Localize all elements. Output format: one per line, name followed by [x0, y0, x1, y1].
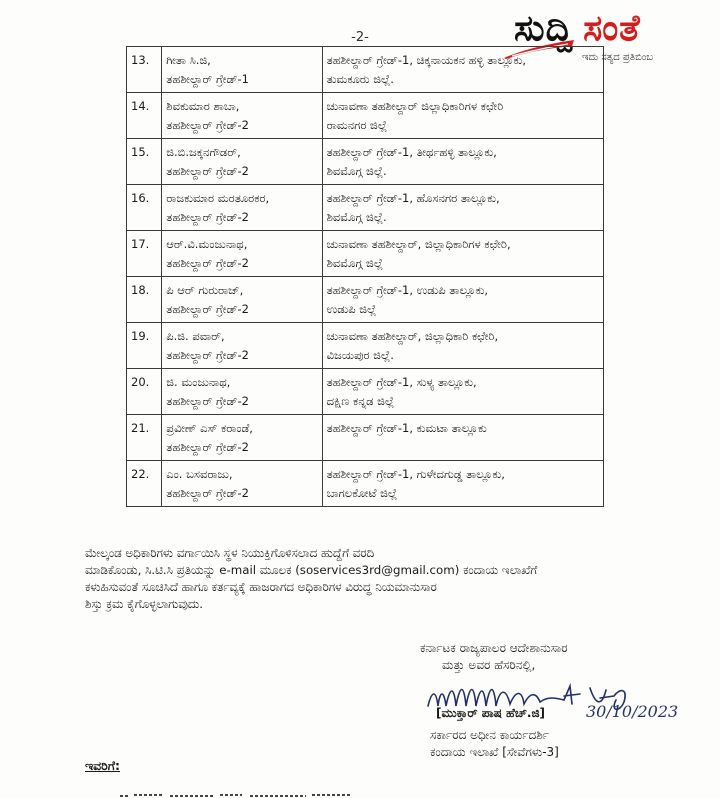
posting-line: ತಹಶೀಲ್ದಾರ್ ಗ್ರೇಡ್-1, ಗುಳೇದಗುಡ್ಡ ತಾಲ್ಲೂಕು,: [326, 467, 505, 481]
posting-line: ರಾಮನಗರ ಜಿಲ್ಲೆ: [326, 118, 388, 132]
officer-line: ತಹಶೀಲ್ದಾರ್ ಗ್ರೇಡ್-2: [166, 394, 249, 408]
cut-off-text-line: [120, 786, 380, 798]
paragraph-line: ಮಾಡಿಕೊಂಡು, ಸಿ.ಟಿ.ಸಿ ಪ್ರತಿಯನ್ನು e-mail ಮೂಲಕ (soservices3rd@gmail.com) ಕಂದಾಯ ಇಲಾಖೆಗೆ: [85, 563, 538, 577]
paragraph-line: ಶಿಸ್ತು ಕ್ರಮ ಕೈಗೊಳ್ಳಲಾಗುವುದು.: [85, 597, 203, 611]
officer-cell: [162, 369, 322, 415]
officer-cell: [162, 461, 322, 507]
posting-cell: [322, 185, 603, 231]
posting-cell: [322, 277, 603, 323]
table-row: [127, 185, 604, 231]
officer-cell: [162, 277, 322, 323]
serial-number: 20.: [127, 369, 162, 415]
officer-line: ಆರ್.ವಿ.ಮಂಜುನಾಥ,: [166, 237, 248, 251]
posting-line: ತಹಶೀಲ್ದಾರ್ ಗ್ರೇಡ್-1, ಉಡುಪಿ ತಾಲ್ಲೂಕು,: [326, 283, 489, 297]
table-row: [127, 461, 604, 507]
table-row: [127, 231, 604, 277]
paragraph-line: ಕಳುಹಿಸುವಂತೆ ಸೂಚಿಸಿದೆ ಹಾಗೂ ಕರ್ತವ್ಯಕ್ಕೆ ಹಾಜರಾಗದ ಅಧಿಕಾರಿಗಳ ವಿರುದ್ಧ ನಿಯಮಾನುಸಾರ: [85, 580, 437, 594]
posting-cell: [322, 93, 603, 139]
signer-line: [436, 702, 716, 728]
officer-line: ತಹಶೀಲ್ದಾರ್ ಗ್ರೇಡ್-2: [166, 486, 249, 500]
logo-word-1: ಸುದ್ದಿ: [514, 8, 574, 49]
officer-line: ಶಿವಕುಮಾರ ಶಾಬಾ,: [166, 99, 240, 113]
signer-name: [ಮುಕ್ತಾರ್ ಪಾಷ ಹೆಚ್.ಜಿ]: [436, 706, 546, 720]
table-row: [127, 323, 604, 369]
officer-line: ತಹಶೀಲ್ದಾರ್ ಗ್ರೇಡ್-2: [166, 302, 249, 316]
table-row: [127, 277, 604, 323]
posting-line: ಚುನಾವಣಾ ತಹಶೀಲ್ದಾರ್ ಜಿಲ್ಲಾಧಿಕಾರಿಗಳ ಕಛೇರಿ: [326, 99, 504, 113]
posting-line: ಶಿವಮೊಗ್ಗ ಜಿಲ್ಲೆ: [326, 256, 384, 270]
table-row: [127, 47, 604, 93]
posting-line: ಚುನಾವಣಾ ತಹಶೀಲ್ದಾರ್, ಜಿಲ್ಲಾಧಿಕಾರಿ ಕಛೇರಿ,: [326, 329, 499, 343]
table-row: [127, 415, 604, 461]
officer-cell: [162, 47, 322, 93]
officer-line: ತಹಶೀಲ್ದಾರ್ ಗ್ರೇಡ್-2: [166, 164, 249, 178]
officer-cell: [162, 139, 322, 185]
serial-number: 14.: [127, 93, 162, 139]
officer-line: ಪ್ರವೀಣ್ ಎಸ್ ಕರಾಂಡೆ,: [166, 421, 253, 435]
serial-number: 15.: [127, 139, 162, 185]
officer-line: ಗೀತಾ ಸಿ.ಜಿ,: [166, 53, 211, 67]
posting-cell: [322, 323, 603, 369]
transfer-table: [126, 46, 604, 507]
serial-number: 19.: [127, 323, 162, 369]
posting-line: ಶಿವಮೊಗ್ಗ ಜಿಲ್ಲೆ.: [326, 164, 387, 178]
paragraph-line: ಮೇಲ್ಕಂಡ ಅಧಿಕಾರಿಗಳು ವರ್ಗಾಯಿಸಿ ಸ್ಥಳ ನಿಯುಕ್ತಿಗೊಳಿಸಲಾದ ಹುದ್ದೆಗೆ ವರದಿ: [85, 546, 375, 560]
posting-line: ತಹಶೀಲ್ದಾರ್ ಗ್ರೇಡ್-1, ಕುಮಟಾ ತಾಲ್ಲೂಕು: [326, 421, 487, 435]
serial-number: 17.: [127, 231, 162, 277]
officer-line: ಪಿ ಆರ್ ಗುರುರಾಜ್,: [166, 283, 244, 297]
posting-line: ಚುನಾವಣಾ ತಹಶೀಲ್ದಾರ್, ಜಿಲ್ಲಾಧಿಕಾರಿಗಳ ಕಛೇರಿ,: [326, 237, 511, 251]
order-authority: [408, 640, 708, 674]
designation: [430, 727, 559, 761]
posting-line: ತಹಶೀಲ್ದಾರ್ ಗ್ರೇಡ್-1, ಹೊಸನಗರ ತಾಲ್ಲೂಕು,: [326, 191, 500, 205]
officer-line: ತಹಶೀಲ್ದಾರ್ ಗ್ರೇಡ್-2: [166, 256, 249, 270]
signature-date: 30/10/2023: [586, 702, 679, 721]
designation-line: ಕಂದಾಯ ಇಲಾಖೆ [ಸೇವೆಗಳು-3]: [430, 745, 559, 759]
serial-number: 21.: [127, 415, 162, 461]
table-row: [127, 369, 604, 415]
serial-number: 16.: [127, 185, 162, 231]
officer-line: ತಹಶೀಲ್ದಾರ್ ಗ್ರೇಡ್-2: [166, 118, 249, 132]
posting-cell: [322, 415, 603, 461]
logo-tagline: ಇದು ಸತ್ಯದ ಪ್ರತಿಬಿಂಬ: [582, 52, 654, 63]
officer-line: ರಾಜಕುಮಾರ ಮರತೂರಕರ,: [166, 191, 270, 205]
posting-cell: [322, 461, 603, 507]
posting-line: ತಹಶೀಲ್ದಾರ್ ಗ್ರೇಡ್-1, ತೀರ್ಥಹಳ್ಳಿ ತಾಲ್ಲೂಕು,: [326, 145, 497, 159]
officer-line: ತಹಶೀಲ್ದಾರ್ ಗ್ರೇಡ್-2: [166, 348, 249, 362]
posting-line: ತಹಶೀಲ್ದಾರ್ ಗ್ರೇಡ್-1, ಸುಳ್ಯ ತಾಲ್ಲೂಕು,: [326, 375, 477, 389]
officer-line: ತಹಶೀಲ್ದಾರ್ ಗ್ರೇಡ್-1: [166, 72, 249, 86]
officer-line: ಎಂ. ಬಸವರಾಜು,: [166, 467, 233, 481]
posting-line: ದಕ್ಷಿಣ ಕನ್ನಡ ಜಿಲ್ಲೆ: [326, 394, 395, 408]
recipients-heading: ಇವರಿಗೆ:: [85, 758, 121, 773]
posting-cell: [322, 139, 603, 185]
posting-line: ಬಾಗಲಕೋಟೆ ಜಿಲ್ಲೆ: [326, 486, 398, 500]
logo-word-2: ಸಂತೆ: [583, 8, 641, 49]
posting-line: ಉಡುಪಿ ಜಿಲ್ಲೆ: [326, 302, 377, 316]
officer-line: ಜಿ.ಬಿ.ಜಕ್ಕನಗೌಡರ್,: [166, 145, 241, 159]
order-line: ಮತ್ತು ಅವರ ಹೆಸರಿನಲ್ಲಿ,: [442, 658, 536, 672]
table-row: [127, 139, 604, 185]
posting-line: ಶಿವಮೊಗ್ಗ ಜಿಲ್ಲೆ.: [326, 210, 387, 224]
serial-number: 13.: [127, 47, 162, 93]
officer-cell: [162, 415, 322, 461]
posting-cell: [322, 231, 603, 277]
officer-cell: [162, 231, 322, 277]
officer-line: ಪಿ.ಜಿ. ಪವಾರ್,: [166, 329, 225, 343]
page-number: -2-: [351, 30, 369, 45]
table-row: [127, 93, 604, 139]
order-line: ಕರ್ನಾಟಕ ರಾಜ್ಯಪಾಲರ ಆದೇಶಾನುಸಾರ: [420, 641, 568, 655]
posting-line: ತಹಶೀಲ್ದಾರ್ ಗ್ರೇಡ್-1, ಚಿಕ್ಕನಾಯಕನ ಹಳ್ಳಿ ತಾಲ್ಲೂಕು,: [326, 53, 527, 67]
officer-cell: [162, 323, 322, 369]
officer-cell: [162, 185, 322, 231]
officer-line: ತಹಶೀಲ್ದಾರ್ ಗ್ರೇಡ್-2: [166, 440, 249, 454]
officer-cell: [162, 93, 322, 139]
instruction-paragraph: [85, 545, 655, 613]
posting-cell: [322, 369, 603, 415]
posting-line: ತುಮಕೂರು ಜಿಲ್ಲೆ.: [326, 72, 394, 86]
officer-line: ತಹಶೀಲ್ದಾರ್ ಗ್ರೇಡ್-2: [166, 210, 249, 224]
posting-line: ವಿಜಯಪುರ ಜಿಲ್ಲೆ.: [326, 348, 394, 362]
posting-cell: [322, 47, 603, 93]
officer-line: ಜಿ. ಮಂಜುನಾಥ,: [166, 375, 231, 389]
designation-line: ಸರ್ಕಾರದ ಅಧೀನ ಕಾರ್ಯದರ್ಶಿ: [430, 728, 549, 742]
serial-number: 18.: [127, 277, 162, 323]
serial-number: 22.: [127, 461, 162, 507]
